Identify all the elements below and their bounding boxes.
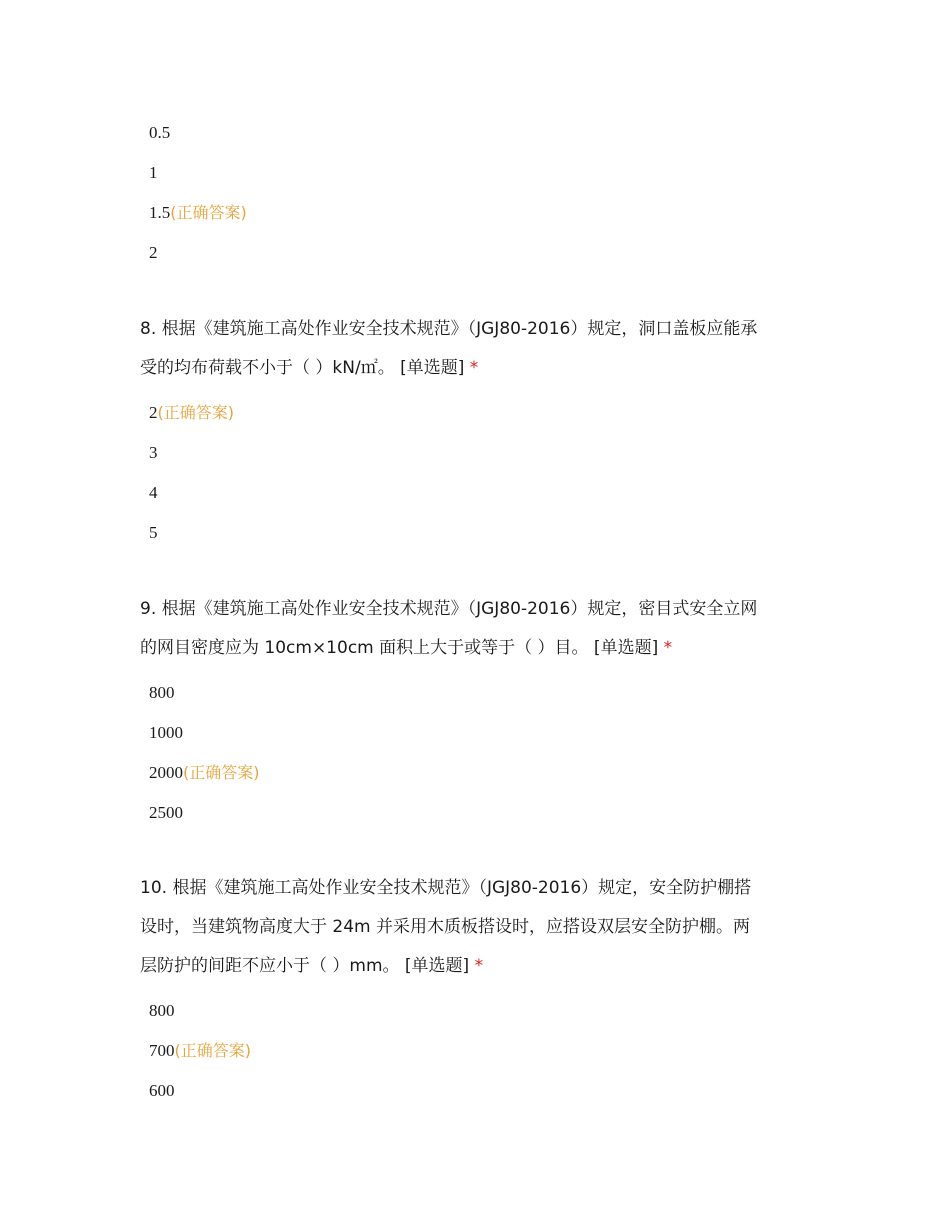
option-text: 3 [149, 443, 158, 462]
option-item [149, 122, 170, 144]
option-text: 1 [149, 163, 158, 182]
question-line: 设时，当建筑物高度大于 24m 并采用木质板搭设时，应搭设双层安全防护棚。两 [140, 917, 750, 937]
option-text: 2000 [149, 763, 183, 782]
option-item-correct [149, 1040, 251, 1062]
option-text: 2500 [149, 803, 183, 822]
option-text: 4 [149, 483, 158, 502]
option-text: 1000 [149, 723, 183, 742]
option-item [149, 482, 158, 504]
option-text: 2 [149, 403, 158, 422]
option-item [149, 1000, 175, 1022]
question-line-text: 受的均布荷载不小于（ ）kN/㎡。 [单选题] [140, 358, 465, 378]
option-text: 600 [149, 1081, 175, 1100]
option-item-correct [149, 402, 234, 424]
option-item [149, 442, 158, 464]
option-item [149, 242, 158, 264]
option-item [149, 1080, 175, 1102]
option-text: 700 [149, 1041, 175, 1060]
question-text [140, 310, 820, 388]
question-line [140, 947, 820, 986]
correct-answer-label: (正确答案) [183, 763, 260, 782]
required-mark: * [474, 956, 484, 976]
question-text [140, 590, 820, 668]
option-text: 0.5 [149, 123, 171, 142]
question-line [140, 349, 820, 388]
option-item [149, 722, 183, 744]
option-item-correct [149, 762, 260, 784]
question-line: 8. 根据《建筑施工高处作业安全技术规范》（JGJ80-2016）规定，洞口盖板应能承 [140, 319, 758, 339]
option-item [149, 522, 158, 544]
option-item [149, 682, 175, 704]
question-line-text: 层防护的间距不应小于（ ）mm。 [单选题] [140, 956, 470, 976]
question-line: 10. 根据《建筑施工高处作业安全技术规范》（JGJ80-2016）规定，安全防护棚搭 [140, 878, 752, 898]
correct-answer-label: (正确答案) [174, 1041, 251, 1060]
option-text: 1.5 [149, 203, 171, 222]
option-text: 2 [149, 243, 158, 262]
option-text: 5 [149, 523, 158, 542]
question-line [140, 629, 820, 668]
required-mark: * [469, 358, 479, 378]
option-text: 800 [149, 683, 175, 702]
correct-answer-label: (正确答案) [170, 203, 247, 222]
required-mark: * [663, 638, 673, 658]
option-item-correct [149, 202, 247, 224]
question-line: 9. 根据《建筑施工高处作业安全技术规范》（JGJ80-2016）规定，密目式安全立网 [140, 599, 758, 619]
question-line-text: 的网目密度应为 10cm×10cm 面积上大于或等于（ ）目。 [单选题] [140, 638, 659, 658]
option-item [149, 162, 158, 184]
correct-answer-label: (正确答案) [157, 403, 234, 422]
question-text [140, 869, 820, 986]
option-item [149, 802, 183, 824]
option-text: 800 [149, 1001, 175, 1020]
